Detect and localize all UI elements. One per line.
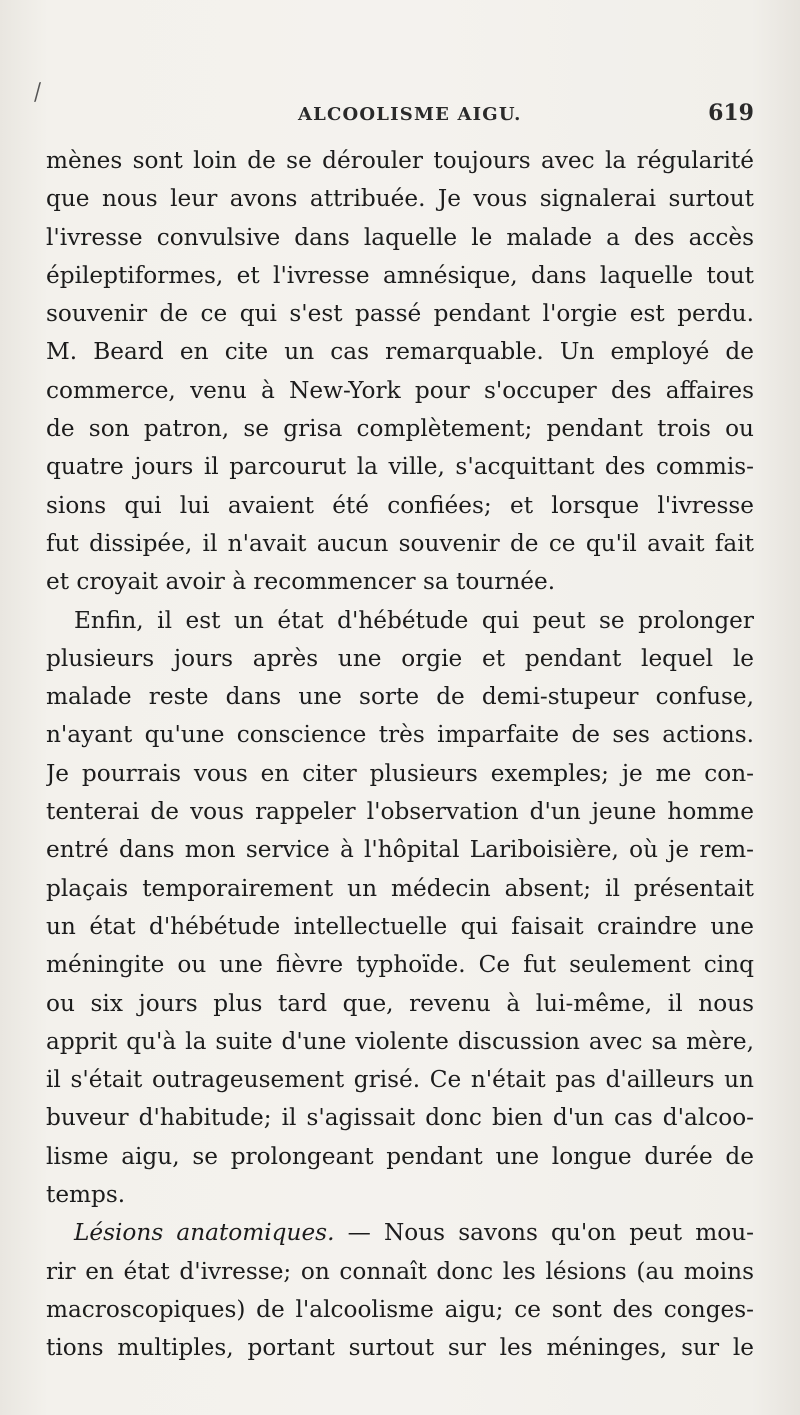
text-line: entré dans mon service à l'hôpital Lariboisière, où je rem- xyxy=(46,836,754,864)
text-line: Je pourrais vous en citer plusieurs exemples; je me con- xyxy=(46,759,754,787)
text-line: épileptiformes, et l'ivresse amnésique, dans laquelle tout xyxy=(46,261,754,289)
paragraph-end-line: temps. xyxy=(46,1181,126,1209)
text-line: n'ayant qu'une conscience très imparfaite de ses actions. xyxy=(46,721,754,749)
section-heading-rest: — Nous savons qu'on peut mou- xyxy=(334,1219,754,1247)
text-line: commerce, venu à New-York pour s'occuper des affaires xyxy=(46,376,754,404)
running-head: ALCOOLISME AIGU. xyxy=(298,104,522,125)
text-line: souvenir de ce qui s'est passé pendant l'orgie est perdu. xyxy=(46,300,754,328)
text-line: l'ivresse convulsive dans laquelle le malade a des accès xyxy=(46,223,754,251)
text-line: sions qui lui avaient été confiées; et lorsque l'ivresse xyxy=(46,491,754,519)
text-line: de son patron, se grisa complètement; pendant trois ou xyxy=(46,415,754,443)
section-heading-italic: Lésions anatomiques. xyxy=(74,1219,335,1247)
text-line: rir en état d'ivresse; on connaît donc les lésions (au moins xyxy=(46,1257,754,1285)
text-line: fut dissipée, il n'avait aucun souvenir de ce qu'il avait fait xyxy=(46,529,754,557)
text-line: apprit qu'à la suite d'une violente discussion avec sa mère, xyxy=(46,1027,754,1055)
text-line: méningite ou une fièvre typhoïde. Ce fut seulement cinq xyxy=(46,951,754,979)
text-line: buveur d'habitude; il s'agissait donc bien d'un cas d'alcoo- xyxy=(46,1104,754,1132)
paragraph-start-line: Enfin, il est un état d'hébétude qui peut se prolonger xyxy=(74,606,754,634)
text-line: tenterai de vous rappeler l'observation d'un jeune homme xyxy=(46,798,754,826)
pencil-corner-mark: / xyxy=(31,79,44,106)
text-line: malade reste dans une sorte de demi-stupeur confuse, xyxy=(46,683,754,711)
text-line: lisme aigu, se prolongeant pendant une longue durée de xyxy=(46,1142,754,1170)
body-text xyxy=(46,142,754,1368)
text-line: macroscopiques) de l'alcoolisme aigu; ce sont des conges- xyxy=(46,1295,754,1323)
text-line: mènes sont loin de se dérouler toujours avec la régularité xyxy=(46,147,754,174)
section-heading-line xyxy=(46,1214,754,1252)
text-line: tions multiples, portant surtout sur les méninges, sur le xyxy=(46,1334,754,1362)
text-line: plaçais temporairement un médecin absent; il présentait xyxy=(46,874,754,902)
text-line: M. Beard en cite un cas remarquable. Un employé de xyxy=(46,338,754,366)
text-line: quatre jours il parcourut la ville, s'acquittant des commis- xyxy=(46,453,754,481)
page-number: 619 xyxy=(708,100,754,126)
text-line: que nous leur avons attribuée. Je vous signalerai surtout xyxy=(46,185,754,213)
text-line: plusieurs jours après une orgie et pendant lequel le xyxy=(46,644,754,672)
text-line: un état d'hébétude intellectuelle qui faisait craindre une xyxy=(46,912,754,940)
paragraph-end-line: et croyait avoir à recommencer sa tournée. xyxy=(46,568,556,596)
text-line: ou six jours plus tard que, revenu à lui-même, il nous xyxy=(46,989,754,1017)
text-line: il s'était outrageusement grisé. Ce n'était pas d'ailleurs un xyxy=(46,1066,754,1094)
